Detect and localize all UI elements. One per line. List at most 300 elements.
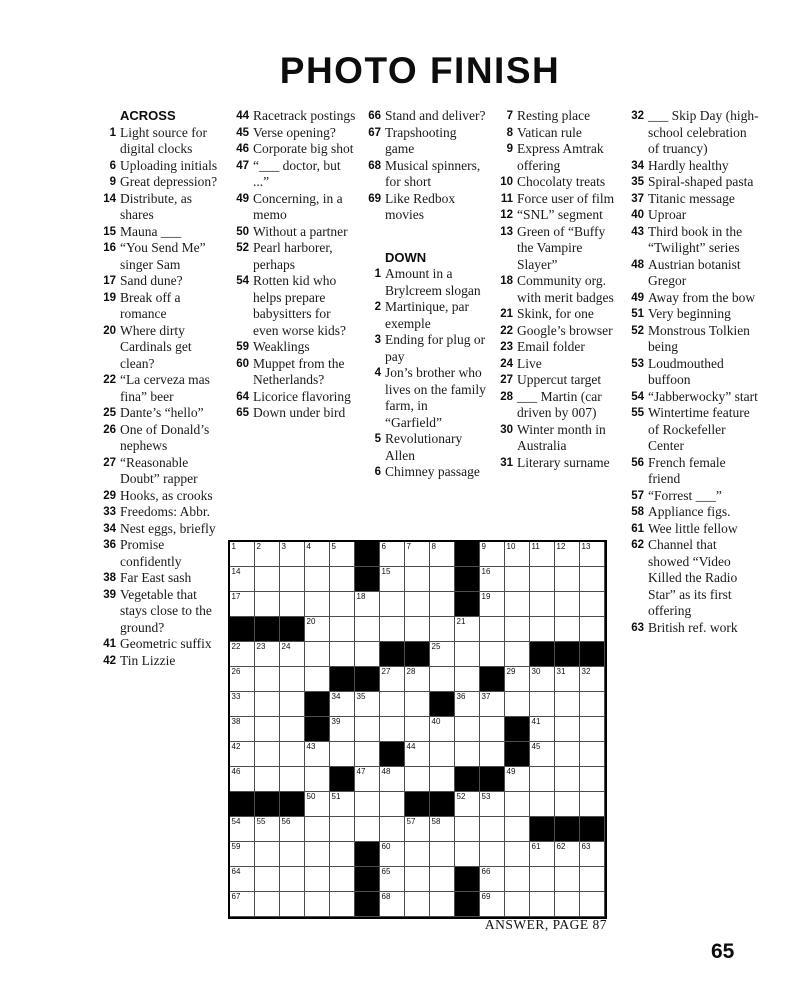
clue-item bbox=[230, 240, 356, 273]
clue-item bbox=[625, 356, 759, 389]
grid-cell-number: 12 bbox=[556, 542, 566, 551]
grid-cell bbox=[230, 592, 255, 617]
grid-cell bbox=[280, 767, 305, 792]
clue-text: British ref. work bbox=[648, 619, 738, 635]
clue-number: 15 bbox=[103, 225, 116, 238]
clue-number: 36 bbox=[103, 539, 116, 551]
clue-item bbox=[625, 158, 759, 175]
clue-number: 48 bbox=[631, 258, 644, 271]
grid-cell bbox=[580, 667, 605, 692]
clue-item bbox=[494, 174, 622, 191]
grid-cell bbox=[530, 742, 555, 767]
grid-cell bbox=[455, 817, 480, 842]
grid-cell bbox=[530, 542, 555, 567]
grid-cell bbox=[480, 617, 505, 642]
clue-text: Uploading initials bbox=[120, 157, 218, 173]
clue-text: Chimney passage bbox=[385, 464, 480, 479]
grid-cell bbox=[330, 842, 355, 867]
grid-cell bbox=[380, 717, 405, 742]
grid-cell bbox=[480, 817, 505, 842]
clue-number: 33 bbox=[103, 506, 116, 518]
grid-cell-number: 6 bbox=[381, 542, 386, 551]
clue-text: French female friend bbox=[648, 454, 726, 486]
grid-cell bbox=[455, 792, 480, 817]
grid-cell bbox=[330, 742, 355, 767]
clue-number: 18 bbox=[500, 275, 513, 287]
clue-number: 40 bbox=[631, 209, 644, 221]
grid-cell-black bbox=[355, 667, 380, 692]
grid-cell-number: 9 bbox=[481, 542, 486, 551]
grid-cell bbox=[530, 692, 555, 717]
clue-item bbox=[97, 405, 223, 422]
grid-cell-number: 3 bbox=[281, 542, 286, 551]
clue-item bbox=[230, 191, 356, 224]
grid-cell-number: 24 bbox=[281, 642, 291, 651]
grid-cell bbox=[355, 717, 380, 742]
grid-cell bbox=[505, 617, 530, 642]
grid-cell bbox=[380, 892, 405, 917]
grid-cell bbox=[305, 667, 330, 692]
clue-number: 59 bbox=[236, 341, 249, 353]
grid-cell-number: 14 bbox=[231, 567, 241, 576]
grid-cell bbox=[330, 867, 355, 892]
grid-cell bbox=[230, 642, 255, 667]
grid-cell bbox=[580, 692, 605, 717]
grid-cell bbox=[530, 717, 555, 742]
clue-text: Revolutionary Allen bbox=[385, 431, 463, 463]
clue-number: 50 bbox=[236, 225, 249, 238]
clue-number: 28 bbox=[500, 390, 513, 403]
clue-text: Great depression? bbox=[120, 174, 218, 189]
grid-cell bbox=[230, 542, 255, 567]
grid-cell-black bbox=[455, 592, 480, 617]
clue-number: 49 bbox=[631, 291, 644, 304]
grid-cell bbox=[230, 567, 255, 592]
clue-text: Freedoms: Abbr. bbox=[120, 504, 210, 519]
clue-text: Light source for digital clocks bbox=[120, 124, 207, 156]
clue-number: 13 bbox=[500, 225, 513, 238]
grid-cell bbox=[530, 867, 555, 892]
grid-cell-black bbox=[355, 542, 380, 567]
clue-text: Amount in a Brylcreem slogan bbox=[385, 266, 481, 298]
clue-text: “SNL” segment bbox=[517, 207, 603, 222]
clue-number: 10 bbox=[500, 176, 513, 188]
grid-cell bbox=[480, 592, 505, 617]
grid-cell bbox=[505, 767, 530, 792]
clue-text: ___ Martin (car driven by 007) bbox=[517, 388, 602, 420]
clue-text: Mauna ___ bbox=[120, 223, 182, 239]
grid-cell-black bbox=[380, 642, 405, 667]
clue-number: 32 bbox=[631, 110, 644, 122]
grid-cell bbox=[305, 542, 330, 567]
grid-cell-black bbox=[430, 792, 455, 817]
grid-cell-black bbox=[355, 867, 380, 892]
clue-item bbox=[362, 191, 488, 224]
clues-section-header: ACROSS bbox=[120, 108, 176, 123]
clue-item bbox=[362, 431, 488, 464]
clue-section bbox=[97, 108, 223, 669]
grid-cell bbox=[380, 842, 405, 867]
grid-cell bbox=[505, 667, 530, 692]
grid-cell-black bbox=[505, 717, 530, 742]
clue-text: Channel that showed “Video Killed the Radio Star” as its first offering bbox=[648, 537, 738, 618]
grid-cell-number: 41 bbox=[531, 717, 541, 726]
clue-number: 31 bbox=[500, 456, 513, 469]
clue-section bbox=[494, 108, 622, 471]
grid-cell bbox=[330, 892, 355, 917]
clue-number: 57 bbox=[631, 489, 644, 502]
grid-cell bbox=[580, 792, 605, 817]
grid-cell bbox=[330, 592, 355, 617]
grid-cell bbox=[330, 542, 355, 567]
crossword-grid bbox=[228, 540, 607, 919]
clue-number: 63 bbox=[631, 621, 644, 634]
clue-section bbox=[362, 108, 488, 224]
grid-cell bbox=[555, 842, 580, 867]
grid-cell bbox=[580, 567, 605, 592]
grid-cell bbox=[380, 792, 405, 817]
grid-cell bbox=[530, 892, 555, 917]
clue-item bbox=[625, 537, 759, 620]
clue-number: 35 bbox=[631, 176, 644, 188]
clue-text: Skink, for one bbox=[517, 306, 594, 321]
clue-text: Winter month in Australia bbox=[517, 421, 606, 453]
grid-cell bbox=[280, 567, 305, 592]
grid-cell bbox=[255, 867, 280, 892]
clue-column-5 bbox=[625, 108, 759, 636]
grid-cell-number: 11 bbox=[531, 542, 540, 551]
grid-cell bbox=[405, 742, 430, 767]
grid-cell bbox=[380, 692, 405, 717]
clue-text: Resting place bbox=[517, 108, 591, 123]
grid-cell-number: 60 bbox=[381, 842, 391, 851]
grid-cell-number: 61 bbox=[531, 842, 541, 851]
clue-number: 5 bbox=[374, 433, 381, 445]
grid-cell-black bbox=[580, 642, 605, 667]
clue-text: Geometric suffix bbox=[120, 636, 212, 651]
clue-text: Stand and deliver? bbox=[385, 108, 486, 123]
clue-number: 2 bbox=[374, 301, 381, 313]
clue-text: Chocolaty treats bbox=[517, 174, 606, 189]
grid-cell bbox=[380, 767, 405, 792]
clue-item bbox=[625, 257, 759, 290]
grid-cell-number: 8 bbox=[431, 542, 436, 551]
clue-item bbox=[97, 273, 223, 290]
grid-cell bbox=[455, 617, 480, 642]
clue-item bbox=[362, 332, 488, 365]
grid-cell-black bbox=[455, 867, 480, 892]
grid-cell bbox=[305, 742, 330, 767]
clue-text: Force user of film bbox=[517, 190, 615, 206]
clue-item bbox=[625, 224, 759, 257]
grid-cell bbox=[505, 567, 530, 592]
grid-cell-number: 46 bbox=[231, 767, 241, 776]
clue-number: 60 bbox=[236, 357, 249, 370]
grid-cell bbox=[480, 642, 505, 667]
grid-cell bbox=[405, 692, 430, 717]
clue-text: Muppet from the Netherlands? bbox=[253, 355, 345, 387]
clue-column-3 bbox=[362, 108, 488, 481]
grid-cell bbox=[480, 567, 505, 592]
clue-text: Ending for plug or pay bbox=[385, 332, 486, 364]
clue-item bbox=[625, 191, 759, 208]
clue-item bbox=[97, 636, 223, 653]
grid-cell bbox=[505, 817, 530, 842]
grid-cell-number: 5 bbox=[331, 542, 336, 551]
grid-cell bbox=[255, 842, 280, 867]
clue-item bbox=[625, 389, 759, 406]
grid-cell-number: 48 bbox=[381, 767, 391, 776]
grid-cell bbox=[455, 742, 480, 767]
grid-cell bbox=[580, 617, 605, 642]
grid-cell-number: 27 bbox=[381, 667, 391, 676]
clue-item bbox=[230, 339, 356, 356]
grid-cell-black bbox=[405, 642, 430, 667]
grid-cell bbox=[455, 642, 480, 667]
grid-cell bbox=[280, 592, 305, 617]
grid-cell bbox=[580, 742, 605, 767]
grid-cell bbox=[555, 867, 580, 892]
grid-cell bbox=[530, 842, 555, 867]
grid-cell bbox=[405, 717, 430, 742]
grid-cell bbox=[405, 667, 430, 692]
clue-text: Hooks, as crooks bbox=[120, 487, 213, 503]
clue-text: Hardly healthy bbox=[648, 157, 729, 173]
clue-number: 20 bbox=[103, 324, 116, 337]
clue-section bbox=[625, 108, 759, 636]
clue-item bbox=[625, 504, 759, 521]
grid-cell bbox=[380, 592, 405, 617]
grid-cell bbox=[430, 742, 455, 767]
grid-cell-black bbox=[530, 817, 555, 842]
clue-section bbox=[362, 250, 488, 481]
grid-cell bbox=[455, 692, 480, 717]
clue-item bbox=[97, 455, 223, 488]
grid-cell-number: 19 bbox=[481, 592, 491, 601]
grid-cell-number: 23 bbox=[256, 642, 266, 651]
grid-cell-number: 1 bbox=[231, 542, 236, 551]
grid-cell-black bbox=[480, 667, 505, 692]
grid-cell-black bbox=[505, 742, 530, 767]
grid-cell-black bbox=[255, 617, 280, 642]
grid-cell-number: 26 bbox=[231, 667, 241, 676]
grid-cell bbox=[255, 542, 280, 567]
grid-cell-number: 13 bbox=[581, 542, 591, 551]
clue-number: 34 bbox=[631, 159, 644, 172]
grid-cell bbox=[230, 842, 255, 867]
clue-item bbox=[97, 372, 223, 405]
clue-number: 39 bbox=[103, 588, 116, 601]
grid-cell bbox=[230, 742, 255, 767]
clue-text: “Reasonable Doubt” rapper bbox=[120, 454, 198, 486]
clue-section bbox=[230, 108, 356, 422]
grid-cell bbox=[305, 892, 330, 917]
clue-item bbox=[230, 356, 356, 389]
grid-cell bbox=[480, 867, 505, 892]
clue-number: 16 bbox=[103, 242, 116, 254]
grid-cell-number: 29 bbox=[506, 667, 516, 676]
clue-item bbox=[494, 191, 622, 208]
grid-cell-number: 2 bbox=[256, 542, 261, 551]
grid-cell-number: 32 bbox=[581, 667, 591, 676]
grid-cell bbox=[330, 617, 355, 642]
grid-cell bbox=[380, 542, 405, 567]
clue-item bbox=[362, 299, 488, 332]
clue-text: Nest eggs, briefly bbox=[120, 520, 216, 536]
grid-cell-black bbox=[355, 892, 380, 917]
clue-item bbox=[494, 389, 622, 422]
grid-cell bbox=[255, 692, 280, 717]
clue-text: Monstrous Tolkien being bbox=[648, 322, 750, 354]
clue-item bbox=[494, 141, 622, 174]
clue-item bbox=[230, 158, 356, 191]
clue-number: 6 bbox=[109, 159, 116, 172]
clue-item bbox=[362, 464, 488, 481]
grid-cell-black bbox=[280, 792, 305, 817]
clue-number: 51 bbox=[631, 308, 644, 320]
clue-text: “___ doctor, but ...” bbox=[253, 157, 341, 189]
clue-item bbox=[97, 240, 223, 273]
clue-text: Musical spinners, for short bbox=[385, 157, 481, 189]
grid-cell bbox=[280, 817, 305, 842]
grid-cell bbox=[580, 867, 605, 892]
clue-column-4 bbox=[494, 108, 622, 471]
clue-item bbox=[362, 158, 488, 191]
grid-cell bbox=[330, 692, 355, 717]
grid-cell-number: 18 bbox=[356, 592, 366, 601]
grid-cell-black bbox=[405, 792, 430, 817]
grid-cell bbox=[230, 667, 255, 692]
clue-number: 52 bbox=[236, 242, 249, 254]
clue-item bbox=[230, 125, 356, 142]
clue-number: 58 bbox=[631, 506, 644, 518]
clue-text: Promise confidently bbox=[120, 537, 182, 569]
grid-cell-black bbox=[455, 767, 480, 792]
puzzle-title: PHOTO FINISH bbox=[279, 50, 561, 91]
grid-cell-number: 28 bbox=[406, 667, 416, 676]
grid-cell bbox=[405, 892, 430, 917]
clue-item bbox=[625, 290, 759, 307]
clue-item bbox=[625, 174, 759, 191]
clue-number: 14 bbox=[103, 192, 116, 205]
clue-number: 22 bbox=[103, 374, 116, 386]
clue-item bbox=[230, 389, 356, 406]
grid-cell bbox=[530, 567, 555, 592]
grid-cell bbox=[280, 642, 305, 667]
grid-cell-number: 57 bbox=[406, 817, 416, 826]
grid-cell bbox=[255, 892, 280, 917]
grid-cell bbox=[455, 667, 480, 692]
grid-cell bbox=[255, 642, 280, 667]
grid-cell-number: 33 bbox=[231, 692, 241, 701]
grid-cell bbox=[430, 817, 455, 842]
grid-cell-number: 35 bbox=[356, 692, 366, 701]
grid-cell bbox=[455, 717, 480, 742]
grid-cell-number: 17 bbox=[231, 592, 241, 601]
grid-cell bbox=[555, 892, 580, 917]
clue-item bbox=[230, 224, 356, 241]
grid-cell bbox=[505, 792, 530, 817]
grid-cell bbox=[255, 717, 280, 742]
grid-cell-number: 45 bbox=[531, 742, 541, 751]
grid-cell bbox=[580, 892, 605, 917]
clue-text: Third book in the “Twilight” series bbox=[648, 223, 743, 255]
grid-cell bbox=[355, 617, 380, 642]
grid-cell bbox=[280, 667, 305, 692]
clue-text: One of Donald’s nephews bbox=[120, 421, 210, 453]
grid-cell bbox=[230, 692, 255, 717]
clue-column-1 bbox=[97, 108, 223, 669]
clue-text: “Forrest ___” bbox=[648, 487, 722, 503]
clue-text: Pearl harborer, perhaps bbox=[253, 240, 333, 272]
clue-item bbox=[494, 339, 622, 356]
clue-number: 49 bbox=[236, 192, 249, 205]
grid-cell-black bbox=[455, 542, 480, 567]
grid-cell-number: 67 bbox=[231, 892, 241, 901]
grid-cell bbox=[255, 767, 280, 792]
clue-item bbox=[230, 273, 356, 339]
grid-cell bbox=[430, 892, 455, 917]
clue-item bbox=[97, 504, 223, 521]
grid-cell-number: 68 bbox=[381, 892, 391, 901]
clue-number: 54 bbox=[631, 390, 644, 403]
grid-cell bbox=[555, 742, 580, 767]
clue-text: Away from the bow bbox=[648, 289, 756, 305]
grid-cell-black bbox=[530, 642, 555, 667]
grid-cell-black bbox=[230, 792, 255, 817]
clue-text: Literary surname bbox=[517, 454, 610, 470]
clue-item bbox=[362, 125, 488, 158]
grid-cell bbox=[305, 592, 330, 617]
clue-text: Uproar bbox=[648, 207, 687, 222]
grid-cell bbox=[555, 592, 580, 617]
clue-item bbox=[97, 191, 223, 224]
grid-cell-number: 64 bbox=[231, 867, 241, 876]
grid-cell-number: 40 bbox=[431, 717, 441, 726]
grid-cell bbox=[255, 592, 280, 617]
grid-cell bbox=[355, 792, 380, 817]
clue-text: Corporate big shot bbox=[253, 141, 354, 156]
clue-item bbox=[625, 306, 759, 323]
clue-text: Vegetable that stays close to the ground? bbox=[120, 586, 212, 635]
clue-item bbox=[494, 372, 622, 389]
clue-text: Trapshooting game bbox=[385, 124, 457, 156]
grid-cell bbox=[555, 617, 580, 642]
grid-cell-number: 10 bbox=[506, 542, 516, 551]
clue-number: 68 bbox=[368, 159, 381, 172]
grid-cell bbox=[255, 817, 280, 842]
grid-cell bbox=[430, 667, 455, 692]
clue-number: 25 bbox=[103, 407, 116, 419]
clue-number: 66 bbox=[368, 110, 381, 122]
grid-cell-number: 7 bbox=[406, 542, 411, 551]
grid-cell bbox=[480, 742, 505, 767]
grid-cell-black bbox=[555, 817, 580, 842]
grid-cell bbox=[430, 867, 455, 892]
clue-item bbox=[97, 224, 223, 241]
grid-cell-number: 44 bbox=[406, 742, 416, 751]
grid-cell bbox=[380, 817, 405, 842]
clue-item bbox=[230, 141, 356, 158]
clue-number: 47 bbox=[236, 159, 249, 172]
clue-number: 64 bbox=[236, 390, 249, 403]
grid-cell bbox=[280, 717, 305, 742]
grid-cell-black bbox=[430, 692, 455, 717]
clue-item bbox=[625, 620, 759, 637]
grid-cell bbox=[405, 817, 430, 842]
grid-cell-number: 43 bbox=[306, 742, 316, 751]
clue-item bbox=[494, 108, 622, 125]
